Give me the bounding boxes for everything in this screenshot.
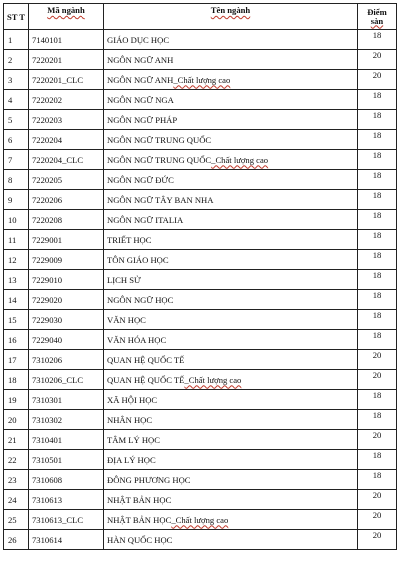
cell-stt: 21 (4, 430, 29, 450)
cell-diem-san: 18 (358, 230, 397, 250)
cell-ten-nganh (104, 370, 358, 390)
cell-ten-nganh-text: NGÔN NGỮ PHÁP (107, 114, 178, 125)
cell-stt: 3 (4, 70, 29, 90)
cell-stt: 20 (4, 410, 29, 430)
cell-ma-nganh: 7220204_CLC (29, 150, 104, 170)
cell-ma-nganh: 7140101 (29, 30, 104, 50)
cell-ma-nganh: 7220201 (29, 50, 104, 70)
table-row (4, 270, 397, 290)
cell-ten-nganh-text: NGÔN NGỮ HỌC (107, 294, 174, 305)
cell-ma-nganh: 7310401 (29, 430, 104, 450)
cell-ten-nganh-text: NGÔN NGỮ TÂY BAN NHA (107, 194, 214, 205)
table-row (4, 470, 397, 490)
cell-ten-nganh (104, 450, 358, 470)
cell-ma-nganh: 7310206_CLC (29, 370, 104, 390)
cell-ten-nganh (104, 410, 358, 430)
cell-ten-nganh (104, 230, 358, 250)
cell-stt: 22 (4, 450, 29, 470)
cell-stt: 1 (4, 30, 29, 50)
cell-ten-nganh-text: TÂM LÝ HỌC (107, 434, 160, 445)
cell-diem-san: 18 (358, 90, 397, 110)
cell-diem-san: 20 (358, 350, 397, 370)
header-ten-nganh (104, 4, 358, 30)
cell-ma-nganh: 7220203 (29, 110, 104, 130)
cell-diem-san: 18 (358, 150, 397, 170)
table-row (4, 370, 397, 390)
cell-stt: 6 (4, 130, 29, 150)
cell-ten-nganh-text: QUAN HỆ QUỐC TẾ (107, 354, 185, 365)
cell-stt: 18 (4, 370, 29, 390)
table-row (4, 490, 397, 510)
table-row (4, 130, 397, 150)
cell-stt: 23 (4, 470, 29, 490)
cell-diem-san: 20 (358, 50, 397, 70)
cell-ten-nganh-clc-suffix: _Chất lượng cao (171, 514, 229, 525)
table-body (4, 30, 397, 550)
table-row (4, 330, 397, 350)
cell-ten-nganh (104, 430, 358, 450)
cell-ten-nganh (104, 90, 358, 110)
cell-ma-nganh: 7310302 (29, 410, 104, 430)
cell-ten-nganh (104, 50, 358, 70)
cell-diem-san: 18 (358, 450, 397, 470)
cell-ten-nganh (104, 330, 358, 350)
header-diem-san-line1: Điểm (367, 6, 387, 17)
cell-stt: 13 (4, 270, 29, 290)
header-diem-san (358, 4, 397, 30)
table-row (4, 230, 397, 250)
cell-ma-nganh: 7220204 (29, 130, 104, 150)
cell-ma-nganh: 7220205 (29, 170, 104, 190)
cell-ma-nganh: 7310613_CLC (29, 510, 104, 530)
table-row (4, 530, 397, 550)
cell-ten-nganh-clc-suffix: _Chất lượng cao (173, 74, 231, 85)
cell-stt: 10 (4, 210, 29, 230)
cell-ten-nganh (104, 530, 358, 550)
cell-ma-nganh: 7229001 (29, 230, 104, 250)
cell-ten-nganh (104, 210, 358, 230)
cell-ma-nganh: 7220202 (29, 90, 104, 110)
cell-ten-nganh (104, 470, 358, 490)
cell-diem-san: 18 (358, 130, 397, 150)
cell-ten-nganh (104, 510, 358, 530)
cell-ten-nganh-text: ĐỊA LÝ HỌC (107, 454, 156, 465)
cell-ma-nganh: 7310206 (29, 350, 104, 370)
score-table (3, 3, 397, 550)
table-row (4, 430, 397, 450)
cell-ten-nganh (104, 290, 358, 310)
cell-stt: 16 (4, 330, 29, 350)
cell-ten-nganh-text: NHẬT BẢN HỌC (107, 494, 172, 505)
cell-ten-nganh-text: NGÔN NGỮ TRUNG QUỐC (107, 154, 212, 165)
cell-diem-san: 18 (358, 310, 397, 330)
cell-ten-nganh (104, 170, 358, 190)
cell-ten-nganh (104, 130, 358, 150)
header-ten-nganh-label: Tên ngành (210, 5, 251, 15)
table-row (4, 410, 397, 430)
cell-diem-san: 18 (358, 330, 397, 350)
table-row (4, 450, 397, 470)
cell-ten-nganh (104, 270, 358, 290)
cell-diem-san: 18 (358, 290, 397, 310)
cell-diem-san: 20 (358, 490, 397, 510)
cell-ten-nganh-text: NGÔN NGỮ ANH (107, 54, 174, 65)
table-row (4, 250, 397, 270)
table-row (4, 350, 397, 370)
cell-ten-nganh (104, 310, 358, 330)
cell-ten-nganh-text: TRIẾT HỌC (107, 234, 152, 245)
cell-diem-san: 20 (358, 510, 397, 530)
table-row (4, 510, 397, 530)
cell-stt: 11 (4, 230, 29, 250)
cell-stt: 24 (4, 490, 29, 510)
cell-ten-nganh-text: NGÔN NGỮ ANH (107, 74, 174, 85)
cell-stt: 26 (4, 530, 29, 550)
cell-ten-nganh (104, 390, 358, 410)
table-row (4, 110, 397, 130)
table-row (4, 170, 397, 190)
cell-stt: 25 (4, 510, 29, 530)
cell-diem-san: 18 (358, 390, 397, 410)
table-row (4, 150, 397, 170)
cell-stt: 2 (4, 50, 29, 70)
cell-stt: 4 (4, 90, 29, 110)
cell-ma-nganh: 7220208 (29, 210, 104, 230)
cell-ma-nganh: 7229020 (29, 290, 104, 310)
cell-ten-nganh (104, 70, 358, 90)
cell-diem-san: 18 (358, 190, 397, 210)
cell-ma-nganh: 7310501 (29, 450, 104, 470)
cell-stt: 19 (4, 390, 29, 410)
cell-diem-san: 20 (358, 370, 397, 390)
table-header (4, 4, 397, 30)
cell-ma-nganh: 7310613 (29, 490, 104, 510)
header-ma-nganh-label: Mã ngành (47, 5, 85, 15)
cell-diem-san: 20 (358, 530, 397, 550)
cell-ma-nganh: 7229030 (29, 310, 104, 330)
cell-ma-nganh: 7310614 (29, 530, 104, 550)
cell-ten-nganh-text: GIÁO DỤC HỌC (107, 34, 170, 45)
cell-diem-san: 20 (358, 430, 397, 450)
cell-ma-nganh: 7220201_CLC (29, 70, 104, 90)
cell-ten-nganh-text: HÀN QUỐC HỌC (107, 534, 173, 545)
header-stt: ST T (4, 4, 29, 30)
cell-diem-san: 18 (358, 410, 397, 430)
cell-ten-nganh (104, 30, 358, 50)
cell-diem-san: 18 (358, 110, 397, 130)
table-row (4, 390, 397, 410)
table-row (4, 190, 397, 210)
cell-ten-nganh (104, 350, 358, 370)
cell-ten-nganh (104, 150, 358, 170)
cell-ten-nganh (104, 250, 358, 270)
cell-diem-san: 20 (358, 70, 397, 90)
table-row (4, 70, 397, 90)
cell-diem-san: 18 (358, 170, 397, 190)
cell-ten-nganh (104, 110, 358, 130)
cell-ma-nganh: 7229009 (29, 250, 104, 270)
table-row (4, 310, 397, 330)
cell-ten-nganh-clc-suffix: _Chất lượng cao (184, 374, 242, 385)
cell-diem-san: 18 (358, 210, 397, 230)
cell-stt: 17 (4, 350, 29, 370)
table-row (4, 210, 397, 230)
cell-ten-nganh-text: VĂN HÓA HỌC (107, 334, 167, 345)
cell-stt: 5 (4, 110, 29, 130)
cell-ten-nganh-text: NGÔN NGỮ ĐỨC (107, 174, 174, 185)
admission-score-sheet (3, 3, 396, 550)
cell-ten-nganh-text: TÔN GIÁO HỌC (107, 254, 169, 265)
cell-ma-nganh: 7220206 (29, 190, 104, 210)
cell-ten-nganh-clc-suffix: _Chất lượng cao (211, 154, 269, 165)
cell-ten-nganh-text: QUAN HỆ QUỐC TẾ (107, 374, 185, 385)
cell-stt: 12 (4, 250, 29, 270)
cell-ten-nganh (104, 190, 358, 210)
cell-diem-san: 18 (358, 30, 397, 50)
cell-ten-nganh-text: NGÔN NGỮ NGA (107, 94, 174, 105)
header-diem-san-line2: sàn (370, 15, 384, 26)
cell-ten-nganh (104, 490, 358, 510)
cell-ten-nganh-text: XÃ HỘI HỌC (107, 394, 158, 405)
cell-ten-nganh-text: ĐÔNG PHƯƠNG HỌC (107, 474, 191, 485)
table-row (4, 50, 397, 70)
cell-ten-nganh-text: NGÔN NGỮ ITALIA (107, 214, 184, 225)
cell-ma-nganh: 7229040 (29, 330, 104, 350)
table-row (4, 90, 397, 110)
cell-ma-nganh: 7229010 (29, 270, 104, 290)
cell-stt: 9 (4, 190, 29, 210)
cell-stt: 8 (4, 170, 29, 190)
cell-ten-nganh-text: NHẬT BẢN HỌC (107, 514, 172, 525)
cell-ten-nganh-text: VĂN HỌC (107, 314, 146, 325)
header-row (4, 4, 397, 30)
cell-stt: 7 (4, 150, 29, 170)
cell-stt: 14 (4, 290, 29, 310)
table-row (4, 290, 397, 310)
cell-ma-nganh: 7310608 (29, 470, 104, 490)
cell-diem-san: 18 (358, 250, 397, 270)
cell-ma-nganh: 7310301 (29, 390, 104, 410)
table-row (4, 30, 397, 50)
cell-stt: 15 (4, 310, 29, 330)
cell-ten-nganh-text: NHÂN HỌC (107, 414, 153, 425)
cell-diem-san: 18 (358, 470, 397, 490)
header-ma-nganh (29, 4, 104, 30)
cell-ten-nganh-text: LỊCH SỬ (107, 274, 141, 285)
cell-ten-nganh-text: NGÔN NGỮ TRUNG QUỐC (107, 134, 212, 145)
cell-diem-san: 18 (358, 270, 397, 290)
